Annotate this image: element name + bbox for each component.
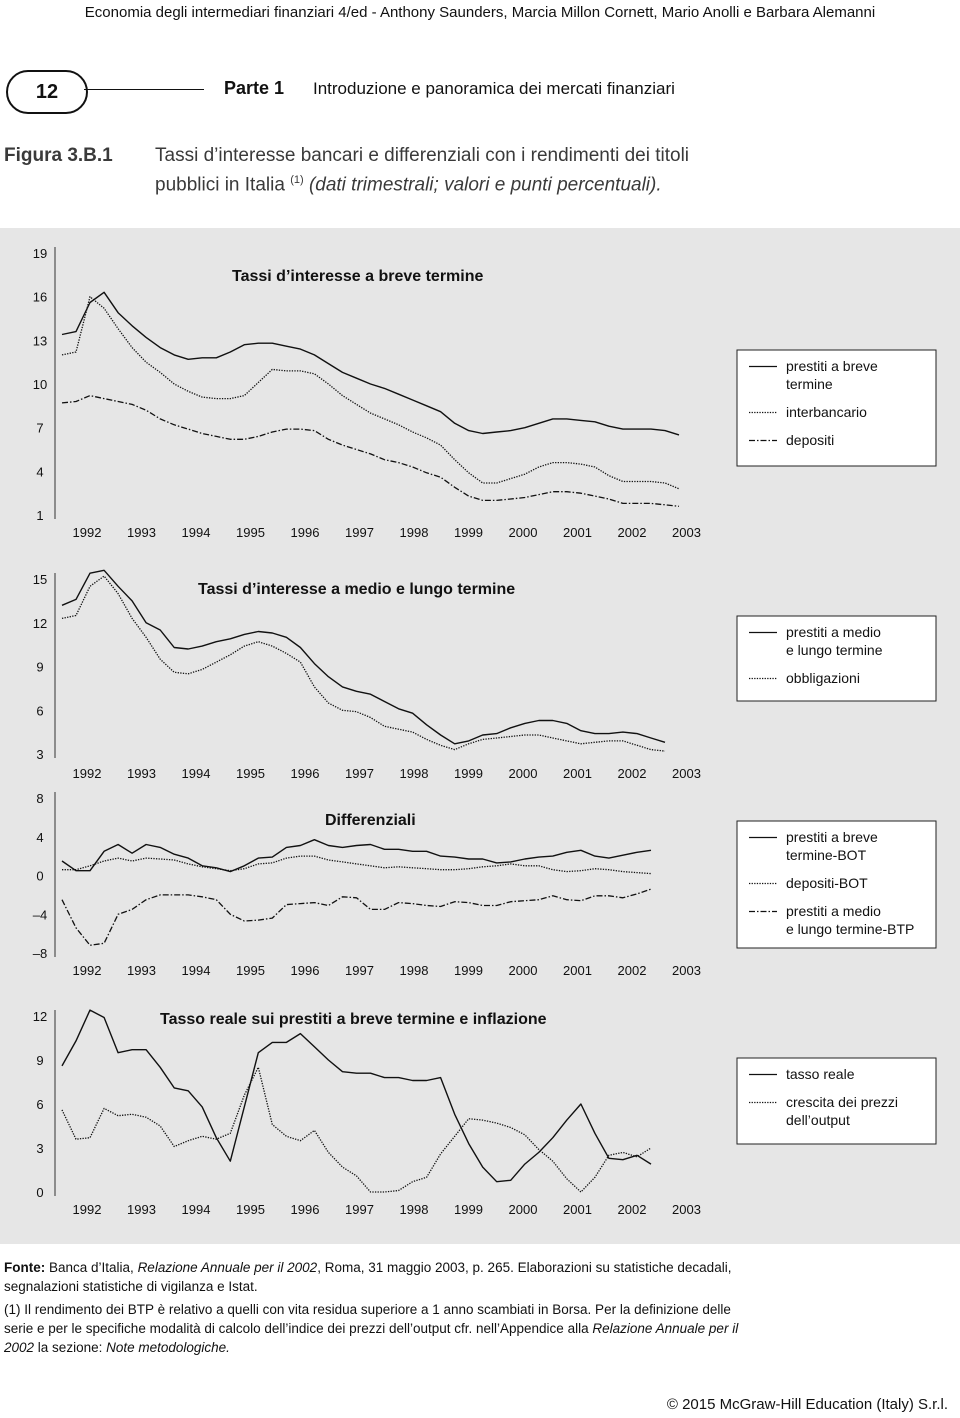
footnote	[4, 1300, 749, 1357]
x-tick-label: 1998	[399, 963, 429, 978]
source-note	[4, 1258, 749, 1296]
x-tick-label: 2003	[672, 1202, 701, 1217]
x-tick-label: 1999	[454, 525, 483, 540]
figure-label: Figura 3.B.1	[4, 145, 113, 166]
header-rule	[84, 89, 204, 90]
series-line-1	[62, 1010, 651, 1182]
y-tick-label: 12	[32, 1009, 48, 1024]
series-line-2	[62, 576, 665, 751]
y-tick-label: 3	[36, 747, 44, 762]
chart-panel-3	[33, 791, 936, 978]
x-tick-label: 1999	[454, 766, 483, 781]
y-tick-label: 15	[32, 572, 48, 587]
x-tick-label: 2003	[672, 525, 701, 540]
y-tick-label: 3	[36, 1141, 44, 1156]
y-tick-label: 7	[36, 420, 44, 436]
x-tick-label: 1993	[127, 766, 156, 781]
legend-label: e lungo termine	[786, 642, 883, 658]
y-tick-label: –4	[32, 907, 48, 923]
x-tick-label: 2002	[617, 766, 647, 781]
page-number-badge: 12	[6, 70, 88, 114]
figure-caption	[155, 143, 695, 197]
series-line-2	[62, 297, 679, 489]
legend-label: depositi	[786, 432, 835, 448]
chart-panel-1	[33, 246, 936, 540]
chart-title: Tasso reale sui prestiti a breve termine e inflazione	[160, 1011, 547, 1028]
x-tick-label: 1995	[236, 963, 265, 978]
x-tick-label: 2001	[563, 963, 592, 978]
chart-title: Tassi d’interesse a medio e lungo termine	[198, 581, 516, 598]
caption-footnote-ref: (1)	[290, 174, 304, 186]
book-header: Economia degli intermediari finanziari 4/ed - Anthony Saunders, Marcia Millon Cornett, Mario Anolli e Barbara Alemanni	[84, 4, 876, 21]
part-title: Introduzione e panoramica dei mercati finanziari	[313, 79, 675, 98]
x-tick-label: 1998	[399, 1202, 429, 1217]
x-tick-label: 1996	[290, 525, 320, 540]
y-tick-label: 4	[36, 829, 44, 845]
x-tick-label: 2001	[563, 1202, 592, 1217]
part-label: Parte 1	[224, 78, 285, 98]
note-text-1: (1) Il rendimento dei BTP è relativo a quelli con vita residua superiore a 1 anno scambiati in Borsa. Per la definizione delle serie e per le specifiche modalità di calcolo dell’indice dei prezzi dell’output cfr. nell’Appendice alla	[4, 1302, 731, 1336]
figure-charts	[0, 228, 960, 1244]
y-tick-label: 4	[36, 464, 44, 480]
note-text-2: la sezione:	[34, 1340, 107, 1355]
x-tick-label: 1993	[127, 1202, 156, 1217]
x-tick-label: 1995	[236, 525, 265, 540]
x-tick-label: 2000	[508, 963, 538, 978]
y-tick-label: 1	[36, 508, 44, 523]
legend-label: depositi-BOT	[786, 875, 868, 891]
x-tick-label: 1992	[72, 525, 102, 540]
x-tick-label: 2003	[672, 766, 701, 781]
x-tick-label: 1994	[181, 1202, 211, 1217]
x-tick-label: 1997	[345, 963, 374, 978]
x-tick-label: 1997	[345, 1202, 374, 1217]
x-tick-label: 2002	[617, 1202, 647, 1217]
legend	[737, 350, 936, 466]
x-tick-label: 1996	[290, 766, 320, 781]
x-tick-label: 1999	[454, 1202, 483, 1217]
legend-label: prestiti a medio	[786, 624, 881, 640]
legend-label: prestiti a breve	[786, 358, 878, 374]
x-tick-label: 2002	[617, 963, 647, 978]
y-tick-label: 8	[36, 791, 44, 806]
legend-label: termine	[786, 376, 833, 392]
legend-label: interbancario	[786, 404, 867, 420]
x-tick-label: 1997	[345, 525, 374, 540]
legend-label: prestiti a breve	[786, 829, 878, 845]
note-italic-1: Relazione Annuale per il 2002	[4, 1321, 739, 1355]
x-tick-label: 1992	[72, 963, 102, 978]
y-tick-label: 9	[36, 659, 44, 675]
legend	[737, 1058, 936, 1144]
series-line-2	[62, 856, 651, 874]
y-tick-label: –8	[32, 946, 48, 961]
chart-panel-2	[33, 570, 936, 781]
chart-title: Differenziali	[325, 812, 416, 829]
source-label: Fonte:	[4, 1260, 46, 1275]
y-tick-label: 19	[32, 246, 48, 261]
source-italic: Relazione Annuale per il 2002	[137, 1260, 318, 1275]
x-tick-label: 1997	[345, 766, 374, 781]
legend-label: obbligazioni	[786, 670, 860, 686]
legend	[737, 821, 936, 948]
series-line-1	[62, 840, 651, 872]
x-tick-label: 1998	[399, 766, 429, 781]
x-tick-label: 1995	[236, 766, 265, 781]
legend-label: termine-BOT	[786, 847, 867, 863]
caption-main: Tassi d’interesse bancari e differenziali con i rendimenti dei titoli pubblici in Italia	[155, 145, 690, 196]
x-tick-label: 1992	[72, 766, 102, 781]
x-tick-label: 1994	[181, 525, 211, 540]
x-tick-label: 2000	[508, 1202, 538, 1217]
y-tick-label: 13	[32, 333, 48, 349]
note-italic-2: Note metodologiche.	[106, 1340, 230, 1355]
x-tick-label: 1993	[127, 525, 156, 540]
x-tick-label: 1994	[181, 766, 211, 781]
series-line-3	[62, 396, 679, 507]
source-text-1: Banca d’Italia,	[45, 1260, 138, 1275]
y-tick-label: 9	[36, 1053, 44, 1068]
x-tick-label: 1995	[236, 1202, 265, 1217]
legend-label: dell’output	[786, 1112, 850, 1128]
x-tick-label: 1996	[290, 963, 320, 978]
y-tick-label: 6	[36, 1097, 44, 1112]
series-line-3	[62, 889, 651, 945]
caption-italic: (dati trimestrali; valori e punti percentuali).	[308, 174, 662, 196]
x-tick-label: 1994	[181, 963, 211, 978]
x-tick-label: 1992	[72, 1202, 102, 1217]
legend-label: tasso reale	[786, 1066, 855, 1082]
x-tick-label: 1996	[290, 1202, 320, 1217]
y-tick-label: 16	[32, 289, 48, 305]
x-tick-label: 1993	[127, 963, 156, 978]
legend-label: prestiti a medio	[786, 903, 881, 919]
y-tick-label: 12	[32, 615, 48, 631]
y-tick-label: 10	[32, 377, 48, 392]
series-line-2	[62, 1067, 651, 1192]
x-tick-label: 1999	[454, 963, 483, 978]
legend-label: crescita dei prezzi	[786, 1094, 899, 1110]
y-tick-label: 0	[36, 868, 44, 884]
chart-title: Tassi d’interesse a breve termine	[232, 268, 484, 285]
x-tick-label: 2000	[508, 766, 538, 781]
x-tick-label: 2002	[617, 525, 647, 540]
y-tick-label: 6	[36, 703, 44, 719]
source-text-2: , Roma, 31 maggio 2003, p. 265. Elaborazioni su statistiche decadali, segnalazioni statistiche di vigilanza e Istat.	[4, 1260, 732, 1294]
x-tick-label: 2001	[563, 766, 592, 781]
x-tick-label: 1998	[399, 525, 429, 540]
x-tick-label: 2001	[563, 525, 592, 540]
legend-label: e lungo termine-BTP	[786, 921, 915, 937]
x-tick-label: 2000	[508, 525, 538, 540]
chart-panel-4	[33, 1009, 936, 1217]
y-tick-label: 0	[36, 1185, 44, 1200]
legend	[737, 616, 936, 701]
x-tick-label: 2003	[672, 963, 701, 978]
copyright: © 2015 McGraw-Hill Education (Italy) S.r.l.	[666, 1396, 948, 1413]
